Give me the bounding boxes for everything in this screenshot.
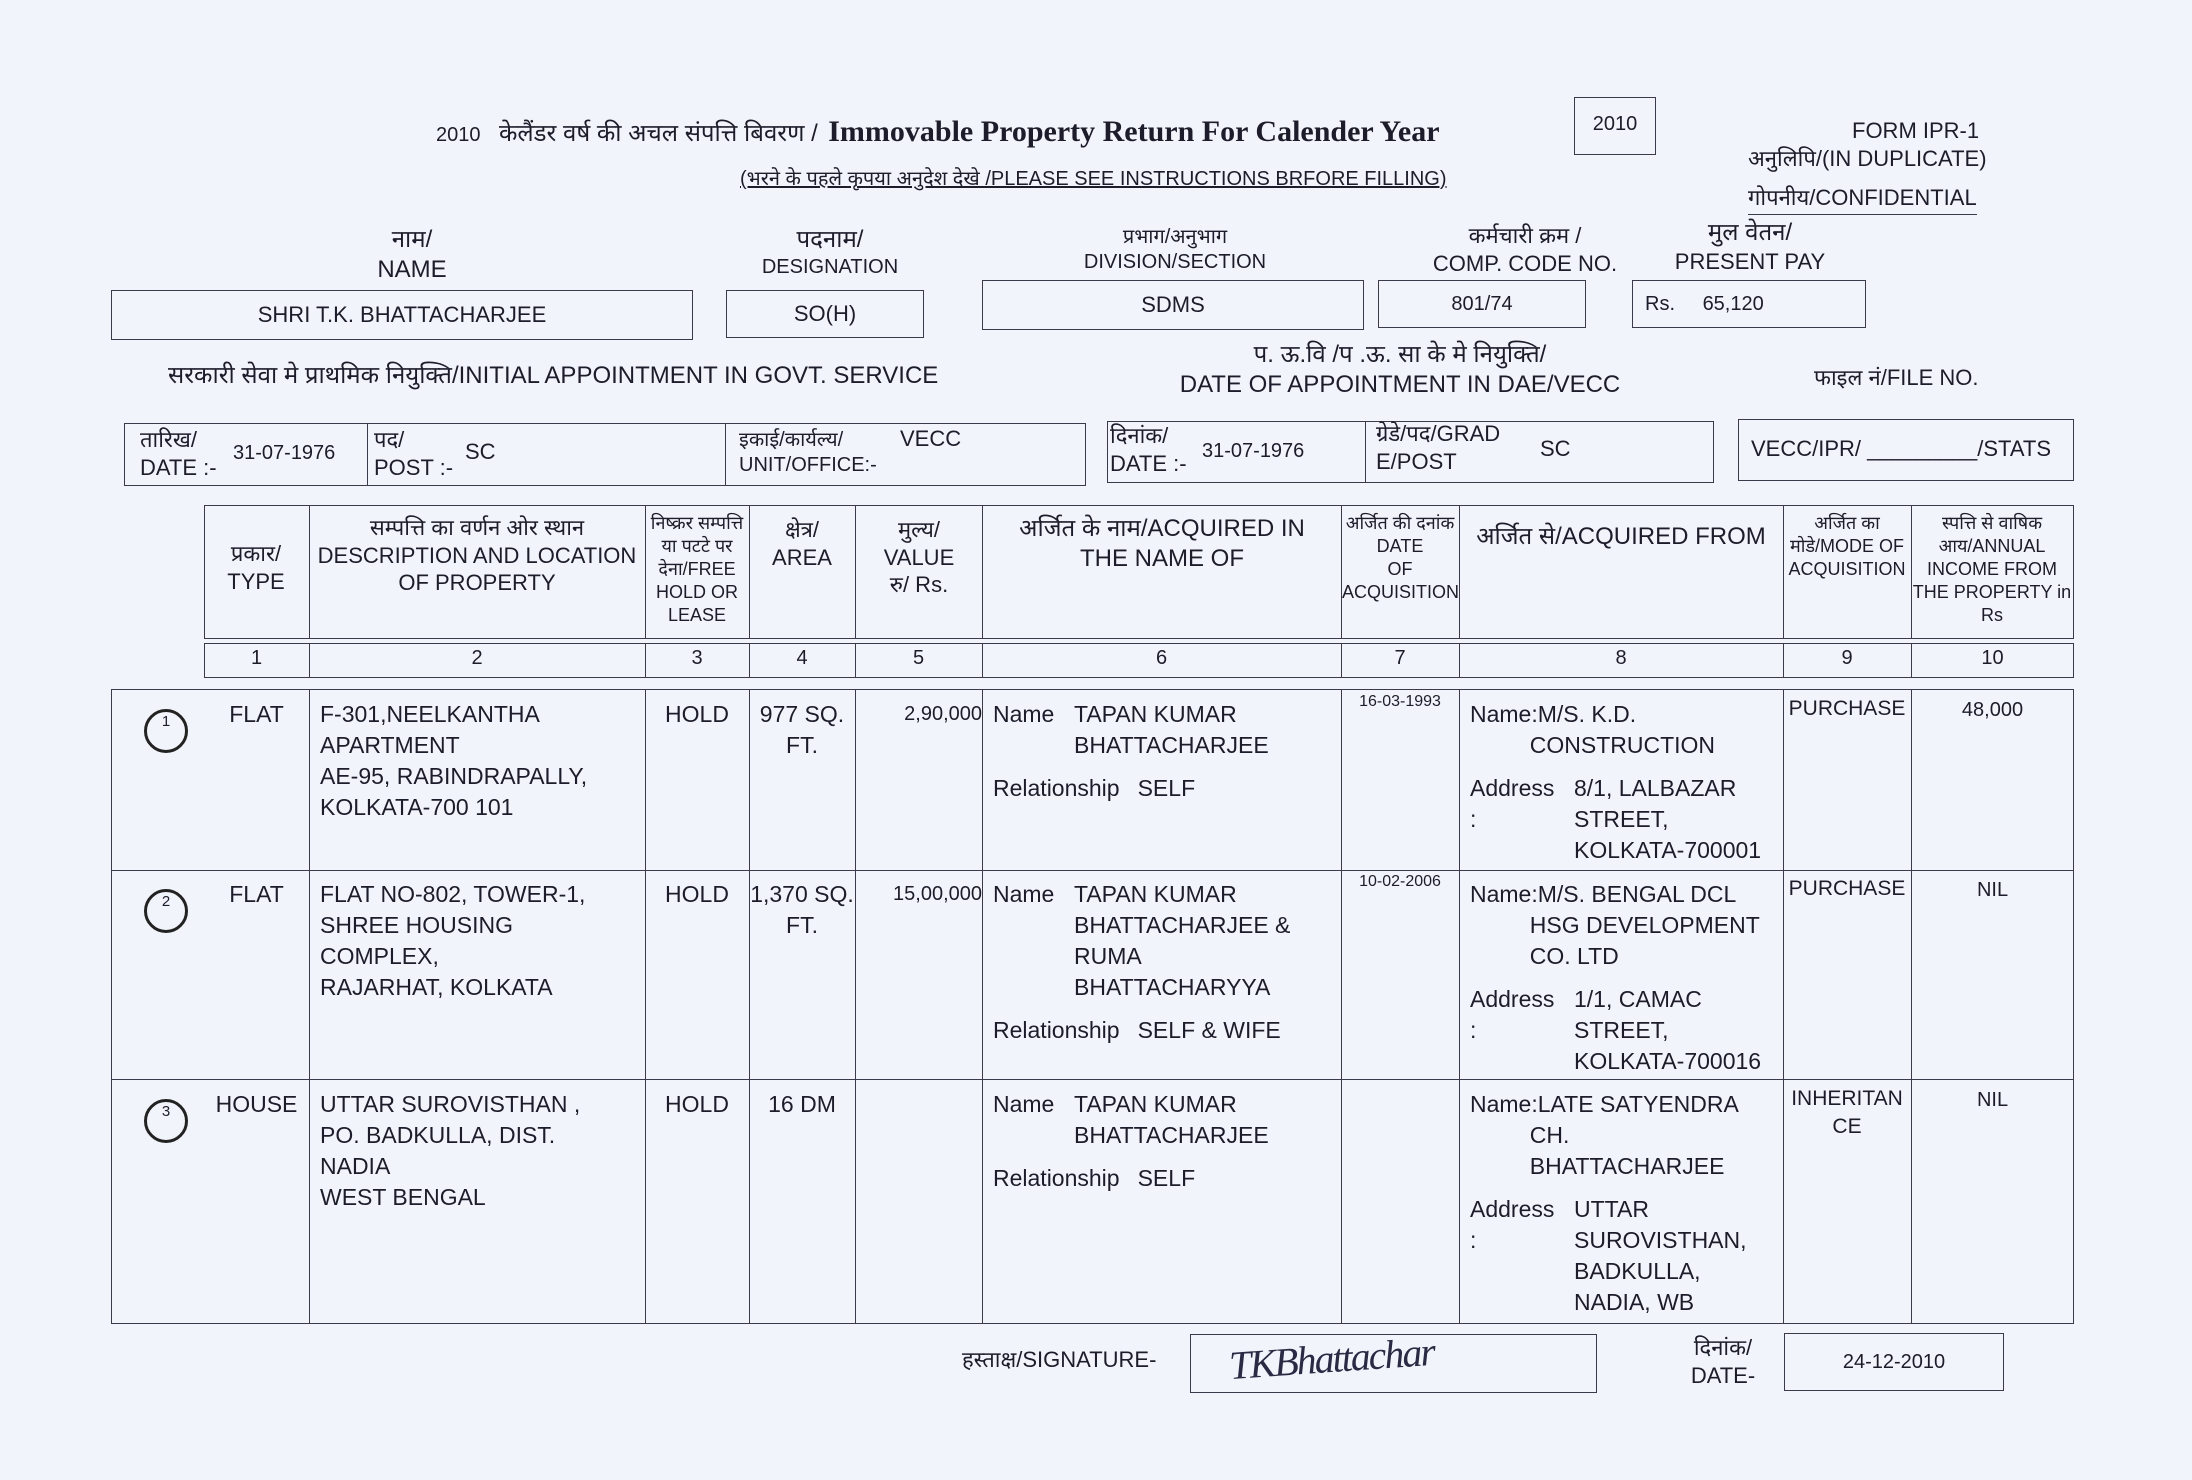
form-number: FORM IPR-1 [1852, 118, 1980, 143]
acquired-name-line: TAPAN KUMAR [1074, 1091, 1237, 1117]
from-address-line: 8/1, LALBAZAR [1574, 775, 1737, 801]
name-label: Name [993, 701, 1055, 727]
cell-area [749, 879, 855, 941]
title-hindi: केलैंडर वर्ष की अचल संपत्ति बिवरण / [498, 120, 818, 147]
name-label: Name [993, 881, 1055, 907]
cell-acquired-from [1470, 879, 1780, 1077]
header-acquired-from: अर्जित से/ACQUIRED FROM [1476, 523, 1766, 550]
from-address-lines [1574, 773, 1761, 866]
address-colon: : [1470, 1227, 1477, 1253]
cell-area [749, 1089, 855, 1120]
title-line [436, 115, 1440, 149]
from-name-line: LATE SATYENDRA [1537, 1091, 1739, 1117]
column-number-8: 8 [1615, 647, 1627, 669]
cell-mode [1783, 875, 1911, 903]
cell-acquired-name [993, 1089, 1338, 1194]
dae-appointment-heading: प. ऊ.वि /प .ऊ. सा के मे नियुक्ति/ DATE OF APPOINTMENT IN DAE/VECC [1179, 341, 1621, 398]
column-number-4: 4 [796, 647, 808, 669]
description-line: RAJARHAT, KOLKATA [320, 974, 553, 1000]
acquired-name-line: TAPAN KUMAR [1074, 701, 1237, 727]
name-label: Name [993, 1091, 1055, 1117]
from-address-line: BADKULLA, [1574, 1258, 1701, 1284]
from-name-line: CH. [1529, 1122, 1570, 1148]
present-pay-label: मुल वेतन/ PRESENT PAY [1674, 219, 1826, 274]
area-line: FT. [786, 912, 818, 938]
acquired-name-line: BHATTACHARJEE [1074, 1122, 1269, 1148]
cell-description [320, 879, 640, 1003]
year-box: 2010 [1574, 97, 1656, 155]
signature-label: हस्ताक्ष/SIGNATURE- [962, 1347, 1157, 1372]
description-line: F-301,NEELKANTHA [320, 701, 540, 727]
footer-date-field: 24-12-2010 [1784, 1333, 2004, 1391]
relationship-label: Relationship [993, 1165, 1120, 1191]
cell-type: HOUSE [215, 1091, 298, 1117]
cell-area [749, 699, 855, 761]
header-income: स्पत्ति से वाषिक आय/ANNUAL INCOME FROM THE PROPERTY in Rs [1912, 513, 2072, 625]
description-line: KOLKATA-700 101 [320, 794, 514, 820]
from-name-lines [1529, 699, 1716, 761]
cell-hold: HOLD [665, 701, 729, 727]
column-number-5: 5 [912, 647, 925, 669]
from-address-line: KOLKATA-700001 [1574, 837, 1762, 863]
address-colon: : [1470, 1017, 1477, 1043]
govt-appointment-heading: सरकारी सेवा मे प्राथमिक नियुक्ति/INITIAL APPOINTMENT IN GOVT. SERVICE [168, 362, 939, 389]
instructions-note: (भरने के पहले कृपया अनुदेश देखे /PLEASE SEE INSTRUCTIONS BRFORE FILLING) [740, 168, 1447, 190]
acquired-name-block [993, 1089, 1338, 1151]
cell-mode [1783, 695, 1911, 723]
signature-box [1190, 1328, 1597, 1393]
relationship-line [993, 1163, 1338, 1194]
acquired-name-lines [1074, 879, 1290, 1003]
acquired-name-line: BHATTACHARYYA [1074, 974, 1271, 1000]
from-name-block [1470, 699, 1780, 761]
acquired-name-line: BHATTACHARJEE & [1074, 912, 1291, 938]
from-name-line: HSG DEVELOPMENT [1529, 912, 1760, 938]
description-line: PO. BADKULLA, DIST. [320, 1122, 556, 1148]
header-hold: निष्क्रर सम्पत्ति या पटटे पर देना/FREE HOLD OR LEASE [650, 513, 744, 625]
description-line: COMPLEX, [320, 943, 439, 969]
footer-date-label: दिनांक/ DATE- [1690, 1335, 1756, 1388]
column-number-1: 1 [250, 647, 263, 669]
description-line: FLAT NO-802, TOWER-1, [320, 881, 586, 907]
title-english: Immovable Property Return For Calender Year [828, 115, 1440, 148]
cell-hold: HOLD [665, 1091, 729, 1117]
cell-hold: HOLD [665, 881, 729, 907]
from-address-line: 1/1, CAMAC [1574, 986, 1702, 1012]
mode-line: INHERITAN [1791, 1087, 1903, 1110]
mode-line: PURCHASE [1788, 697, 1906, 720]
serial-circle: 2 [144, 889, 188, 933]
cell-income: NIL [1976, 879, 2009, 901]
cell-description [320, 699, 640, 823]
from-address-lines [1574, 1194, 1747, 1318]
relationship-value: SELF & WIFE [1137, 1017, 1281, 1043]
relationship-line [993, 1015, 1338, 1046]
appt-date-label: तारिख/ DATE :- [140, 427, 217, 480]
acquired-name-lines [1074, 699, 1269, 761]
description-line: AE-95, RABINDRAPALLY, [320, 763, 588, 789]
comp-code-field: 801/74 [1378, 280, 1586, 328]
area-line: FT. [786, 732, 818, 758]
from-name-line: M/S. BENGAL DCL [1537, 881, 1737, 907]
from-name-line: BHATTACHARJEE [1529, 1153, 1725, 1179]
relationship-value: SELF [1137, 1165, 1196, 1191]
address-label-block [1470, 773, 1574, 866]
present-pay-field: Rs. 65,120 [1632, 280, 1866, 328]
designation-label: पदनाम/ DESIGNATION [761, 226, 899, 278]
appt-unit-label: इकाई/कार्यल्य/ UNIT/OFFICE:- [739, 429, 877, 476]
address-label-block [1470, 1194, 1574, 1318]
area-line: 16 DM [768, 1091, 836, 1117]
from-name-line: CONSTRUCTION [1529, 732, 1716, 758]
header-value: मुल्य/ VALUE रु/ Rs. [883, 517, 955, 597]
description-line: UTTAR SUROVISTHAN , [320, 1091, 581, 1117]
from-address-line: KOLKATA-700016 [1574, 1048, 1762, 1074]
from-name-block [1470, 879, 1780, 972]
cell-acquired-from [1470, 699, 1780, 866]
cell-type: FLAT [229, 881, 284, 907]
file-number-field: VECC/IPR/ _________/STATS [1738, 419, 2074, 481]
appt-unit-value: VECC [900, 426, 962, 451]
address-label: Address [1470, 986, 1555, 1012]
header-acquired-name: अर्जित के नाम/ACQUIRED IN THE NAME OF [1019, 515, 1305, 572]
from-address-block [1470, 773, 1780, 866]
column-number-2: 2 [471, 647, 483, 669]
cell-acquired-name [993, 879, 1338, 1046]
column-number-3: 3 [691, 647, 703, 669]
from-name-label: Name: [1470, 881, 1538, 907]
cell-description [320, 1089, 640, 1213]
appt-post-label: पद/ POST :- [374, 427, 454, 480]
cell-date: 10-02-2006 [1359, 873, 1441, 890]
serial-circle: 3 [144, 1099, 188, 1143]
mode-line: PURCHASE [1788, 877, 1906, 900]
from-name-line: CO. LTD [1529, 943, 1619, 969]
signature-image: TKBhattachar [1227, 1328, 1436, 1389]
description-line: WEST BENGAL [320, 1184, 486, 1210]
column-number-7: 7 [1394, 647, 1406, 669]
from-address-block [1470, 984, 1780, 1077]
cell-acquired-name [993, 699, 1338, 804]
relationship-value: SELF [1137, 775, 1196, 801]
name-label: नाम/ NAME [377, 226, 447, 283]
from-name-label: Name: [1470, 701, 1538, 727]
designation-field: SO(H) [726, 290, 924, 338]
header-mode: अर्जित का मोडे/MODE OF ACQUISITION [1788, 513, 1906, 579]
appt-post-value: SC [465, 439, 496, 464]
cell-income: NIL [1976, 1089, 2009, 1111]
division-field: SDMS [982, 280, 1364, 330]
serial-circle: 1 [144, 709, 188, 753]
from-address-line: NADIA, WB [1574, 1289, 1695, 1315]
description-line: SHREE HOUSING [320, 912, 513, 938]
area-line: 977 SQ. [759, 701, 845, 727]
cell-income: 48,000 [1961, 699, 2024, 721]
from-address-lines [1574, 984, 1761, 1077]
from-address-line: STREET, [1574, 806, 1669, 832]
header-type: प्रकार/ TYPE [227, 541, 285, 594]
dae-date-label: दिनांक/ DATE :- [1110, 423, 1187, 476]
cell-acquired-from [1470, 1089, 1780, 1318]
address-label: Address [1470, 1196, 1555, 1222]
acquired-name-block [993, 699, 1338, 761]
mode-line: CE [1832, 1115, 1862, 1138]
address-label-block [1470, 984, 1574, 1077]
acquired-name-line: BHATTACHARJEE [1074, 732, 1269, 758]
year-prefix: 2010 [436, 124, 481, 146]
from-address-line: STREET, [1574, 1017, 1669, 1043]
relationship-label: Relationship [993, 775, 1120, 801]
cell-date: 16-03-1993 [1359, 693, 1441, 710]
dae-date-value: 31-07-1976 [1202, 440, 1305, 462]
dae-grade-label: ग्रेडे/पद/GRAD E/POST [1376, 421, 1501, 474]
header-date: अर्जित की दनांक DATE OF ACQUISITION [1342, 513, 1460, 602]
acquired-name-block [993, 879, 1338, 1003]
acquired-name-line: TAPAN KUMAR [1074, 881, 1237, 907]
duplicate-note: अनुलिपि/(IN DUPLICATE) [1748, 146, 1987, 171]
cell-value: 2,90,000 [904, 703, 982, 725]
comp-code-label: कर्मचारी क्रम / COMP. CODE NO. [1432, 223, 1618, 276]
relationship-label: Relationship [993, 1017, 1120, 1043]
from-name-line: M/S. K.D. [1537, 701, 1637, 727]
from-address-line: UTTAR [1574, 1196, 1649, 1222]
area-line: 1,370 SQ. [750, 881, 854, 907]
from-name-lines [1529, 1089, 1739, 1182]
dae-grade-value: SC [1540, 436, 1571, 461]
relationship-line [993, 773, 1338, 804]
acquired-name-lines [1074, 1089, 1269, 1151]
from-address-block [1470, 1194, 1780, 1318]
cell-value: 15,00,000 [893, 883, 982, 905]
column-number-6: 6 [1155, 647, 1168, 669]
header-description: सम्पत्ति का वर्णन ओर स्थान DESCRIPTION AND LOCATION OF PROPERTY [317, 515, 637, 595]
file-no-heading: फाइल नं/FILE NO. [1814, 365, 1979, 390]
column-number-9: 9 [1841, 647, 1853, 669]
address-label: Address [1470, 775, 1555, 801]
address-colon: : [1470, 806, 1477, 832]
description-line: APARTMENT [320, 732, 460, 758]
appt-date-value: 31-07-1976 [233, 442, 336, 464]
acquired-name-line: RUMA [1074, 943, 1142, 969]
description-line: NADIA [320, 1153, 391, 1179]
cell-mode [1783, 1085, 1911, 1141]
from-name-block [1470, 1089, 1780, 1182]
cell-type: FLAT [229, 701, 284, 727]
header-area: क्षेत्र/ AREA [772, 517, 832, 570]
column-number-10: 10 [1981, 647, 2004, 669]
confidential-note: गोपनीय/CONFIDENTIAL [1748, 182, 1977, 215]
name-field: SHRI T.K. BHATTACHARJEE [111, 290, 693, 340]
from-name-lines [1529, 879, 1760, 972]
from-address-line: SUROVISTHAN, [1574, 1227, 1747, 1253]
division-label: प्रभाग/अनुभाग DIVISION/SECTION [1083, 226, 1267, 273]
from-name-label: Name: [1470, 1091, 1538, 1117]
